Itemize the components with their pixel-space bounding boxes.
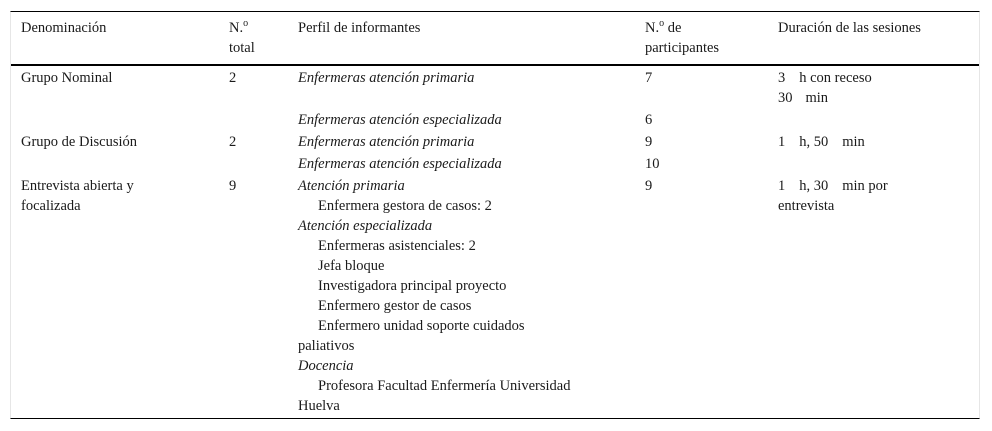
list-item: Investigadora principal proyecto <box>318 278 507 294</box>
list-item: Enfermera gestora de casos: 2 <box>318 198 492 214</box>
header-n-total: N.$^o$ total <box>219 12 288 65</box>
header-duracion: Duración de las sesiones <box>768 12 979 65</box>
table-row <box>11 152 979 174</box>
row-participants: 9 <box>645 178 653 194</box>
category-label: Atención especializada <box>298 218 433 234</box>
table-row <box>11 108 979 130</box>
row-duration: 3 h con receso 30 min <box>778 70 872 106</box>
list-item: Profesora Facultad Enfermería Universidad <box>318 378 571 394</box>
row-total: 9 <box>229 178 237 194</box>
row-perfil: Enfermeras atención primaria <box>298 70 475 86</box>
list-item: Enfermero gestor de casos <box>318 298 472 314</box>
row-perfil: Enfermeras atención primaria <box>298 134 475 150</box>
table-row <box>11 130 979 152</box>
table-body <box>11 65 979 416</box>
sessions-table-frame <box>10 11 980 419</box>
row-duration: 1 h, 30 min por entrevista <box>778 178 888 214</box>
row-perfil: Enfermeras atención especializada <box>298 112 502 128</box>
row-perfil <box>288 174 635 416</box>
header-perfil: Perfil de informantes <box>288 12 635 65</box>
row-name: Grupo Nominal <box>21 70 113 86</box>
list-item: Enfermero unidad soporte cuidados <box>318 318 525 334</box>
row-participants: 9 <box>645 134 653 150</box>
row-participants: 6 <box>645 112 653 128</box>
header-row <box>11 12 979 65</box>
sessions-table <box>11 12 979 416</box>
table-row <box>11 65 979 108</box>
table-row <box>11 174 979 416</box>
row-total: 2 <box>229 134 237 150</box>
header-n-participantes: N.$^o$ de participantes <box>635 12 768 65</box>
row-name: Entrevista abierta y focalizada <box>21 178 134 214</box>
header-denominacion: Denominación <box>11 12 219 65</box>
row-duration: 1 h, 50 min <box>778 134 865 150</box>
row-name: Grupo de Discusión <box>21 134 137 150</box>
category-label: Docencia <box>298 358 354 374</box>
row-total: 2 <box>229 70 237 86</box>
row-perfil: Enfermeras atención especializada <box>298 156 502 172</box>
list-item-continuation: Huelva <box>298 398 340 414</box>
table-header <box>11 12 979 65</box>
row-participants: 7 <box>645 70 653 86</box>
list-item-continuation: paliativos <box>298 338 355 354</box>
row-participants: 10 <box>645 156 660 172</box>
category-label: Atención primaria <box>298 178 405 194</box>
list-item: Jefa bloque <box>318 258 385 274</box>
list-item: Enfermeras asistenciales: 2 <box>318 238 476 254</box>
